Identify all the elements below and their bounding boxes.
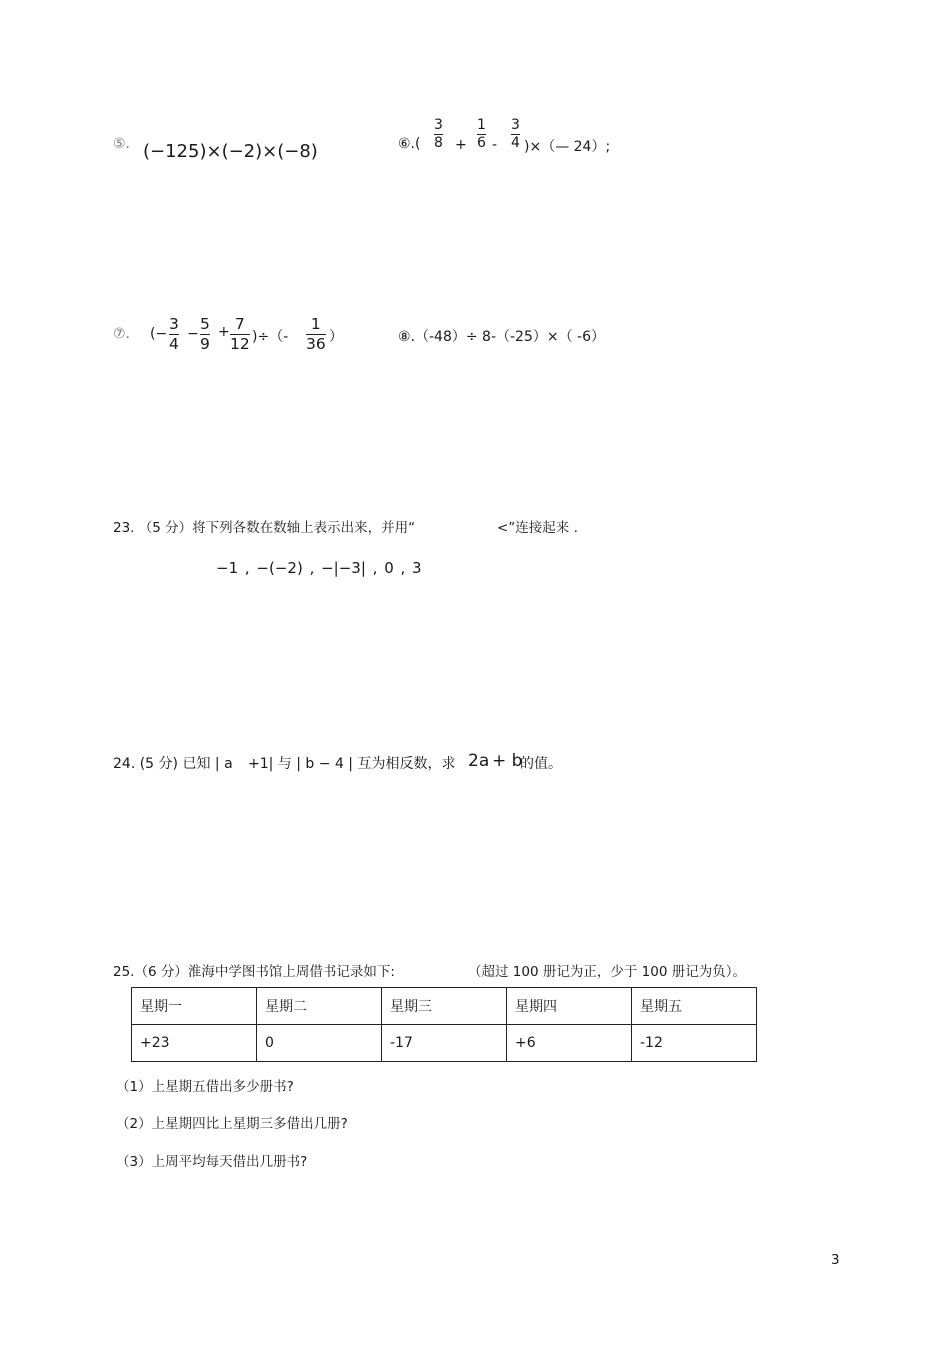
table-header-cell: 星期一 bbox=[132, 988, 257, 1025]
problem-6-op-2: - bbox=[492, 137, 498, 153]
table-cell: +23 bbox=[132, 1025, 257, 1062]
problem-7-open: (− bbox=[150, 326, 168, 342]
table-cell: +6 bbox=[507, 1025, 632, 1062]
question-25-title-a: 25.（6 分）淮海中学图书馆上周借书记录如下: bbox=[113, 964, 395, 980]
table-header-cell: 星期四 bbox=[507, 988, 632, 1025]
question-24-part-a: 24. (5 分) 已知 | a bbox=[113, 756, 233, 772]
problem-5-label: ⑤. bbox=[113, 136, 131, 152]
table-cell: 0 bbox=[257, 1025, 382, 1062]
table-cell: -12 bbox=[632, 1025, 757, 1062]
problem-6-tail: )×（— 24）; bbox=[524, 139, 611, 155]
problem-7-close: ） bbox=[329, 329, 343, 345]
problem-6-op-1: + bbox=[455, 137, 467, 153]
problem-7-op-1: − bbox=[187, 326, 199, 342]
question-24-part-e: 的值。 bbox=[520, 756, 562, 772]
problem-7-fraction-1: 3 4 bbox=[169, 315, 179, 353]
question-23-numbers: −1 , −(−2) , −|−3| , 0 , 3 bbox=[216, 559, 422, 577]
problem-5-expression: (−125)×(−2)×(−8) bbox=[143, 141, 318, 162]
question-23-title-a: 23. （5 分）将下列各数在数轴上表示出来，并用“ bbox=[113, 520, 416, 536]
page-number: 3 bbox=[831, 1252, 840, 1268]
question-25-sub-1: （1）上星期五借出多少册书? bbox=[116, 1079, 294, 1095]
question-25-title-b: （超过 100 册记为正，少于 100 册记为负）。 bbox=[468, 964, 746, 980]
table-cell: -17 bbox=[382, 1025, 507, 1062]
problem-7-fraction-4: 1 36 bbox=[306, 315, 326, 353]
question-24-part-b: +1| 与 | b − 4 | 互为相反数，求 bbox=[248, 756, 456, 772]
problem-7-fraction-3: 7 12 bbox=[230, 315, 250, 353]
problem-6-fraction-3: 3 4 bbox=[511, 117, 520, 151]
table-header-row bbox=[132, 988, 757, 1025]
table-header-cell: 星期二 bbox=[257, 988, 382, 1025]
question-23-title-b: <”连接起来 . bbox=[497, 520, 578, 536]
table-row bbox=[132, 1025, 757, 1062]
problem-6-label: ⑥.( bbox=[398, 136, 421, 152]
problem-6-fraction-1: 3 8 bbox=[434, 117, 443, 151]
question-24-expression-b: + b bbox=[492, 751, 523, 771]
question-24-expression-2a: 2a bbox=[468, 751, 490, 771]
problem-7-mid: )÷（- bbox=[252, 329, 289, 345]
borrow-record-table bbox=[131, 987, 757, 1062]
problem-7-label: ⑦. bbox=[113, 326, 131, 342]
table-header-cell: 星期三 bbox=[382, 988, 507, 1025]
problem-8: ⑧.（-48）÷ 8-（-25）×（ -6） bbox=[398, 329, 606, 345]
problem-7-fraction-2: 5 9 bbox=[200, 315, 210, 353]
problem-6-fraction-2: 1 6 bbox=[477, 117, 486, 151]
table-header-cell: 星期五 bbox=[632, 988, 757, 1025]
question-25-sub-3: （3）上周平均每天借出几册书? bbox=[116, 1154, 308, 1170]
problem-7-op-2: + bbox=[218, 324, 230, 340]
question-25-sub-2: （2）上星期四比上星期三多借出几册? bbox=[116, 1116, 348, 1132]
